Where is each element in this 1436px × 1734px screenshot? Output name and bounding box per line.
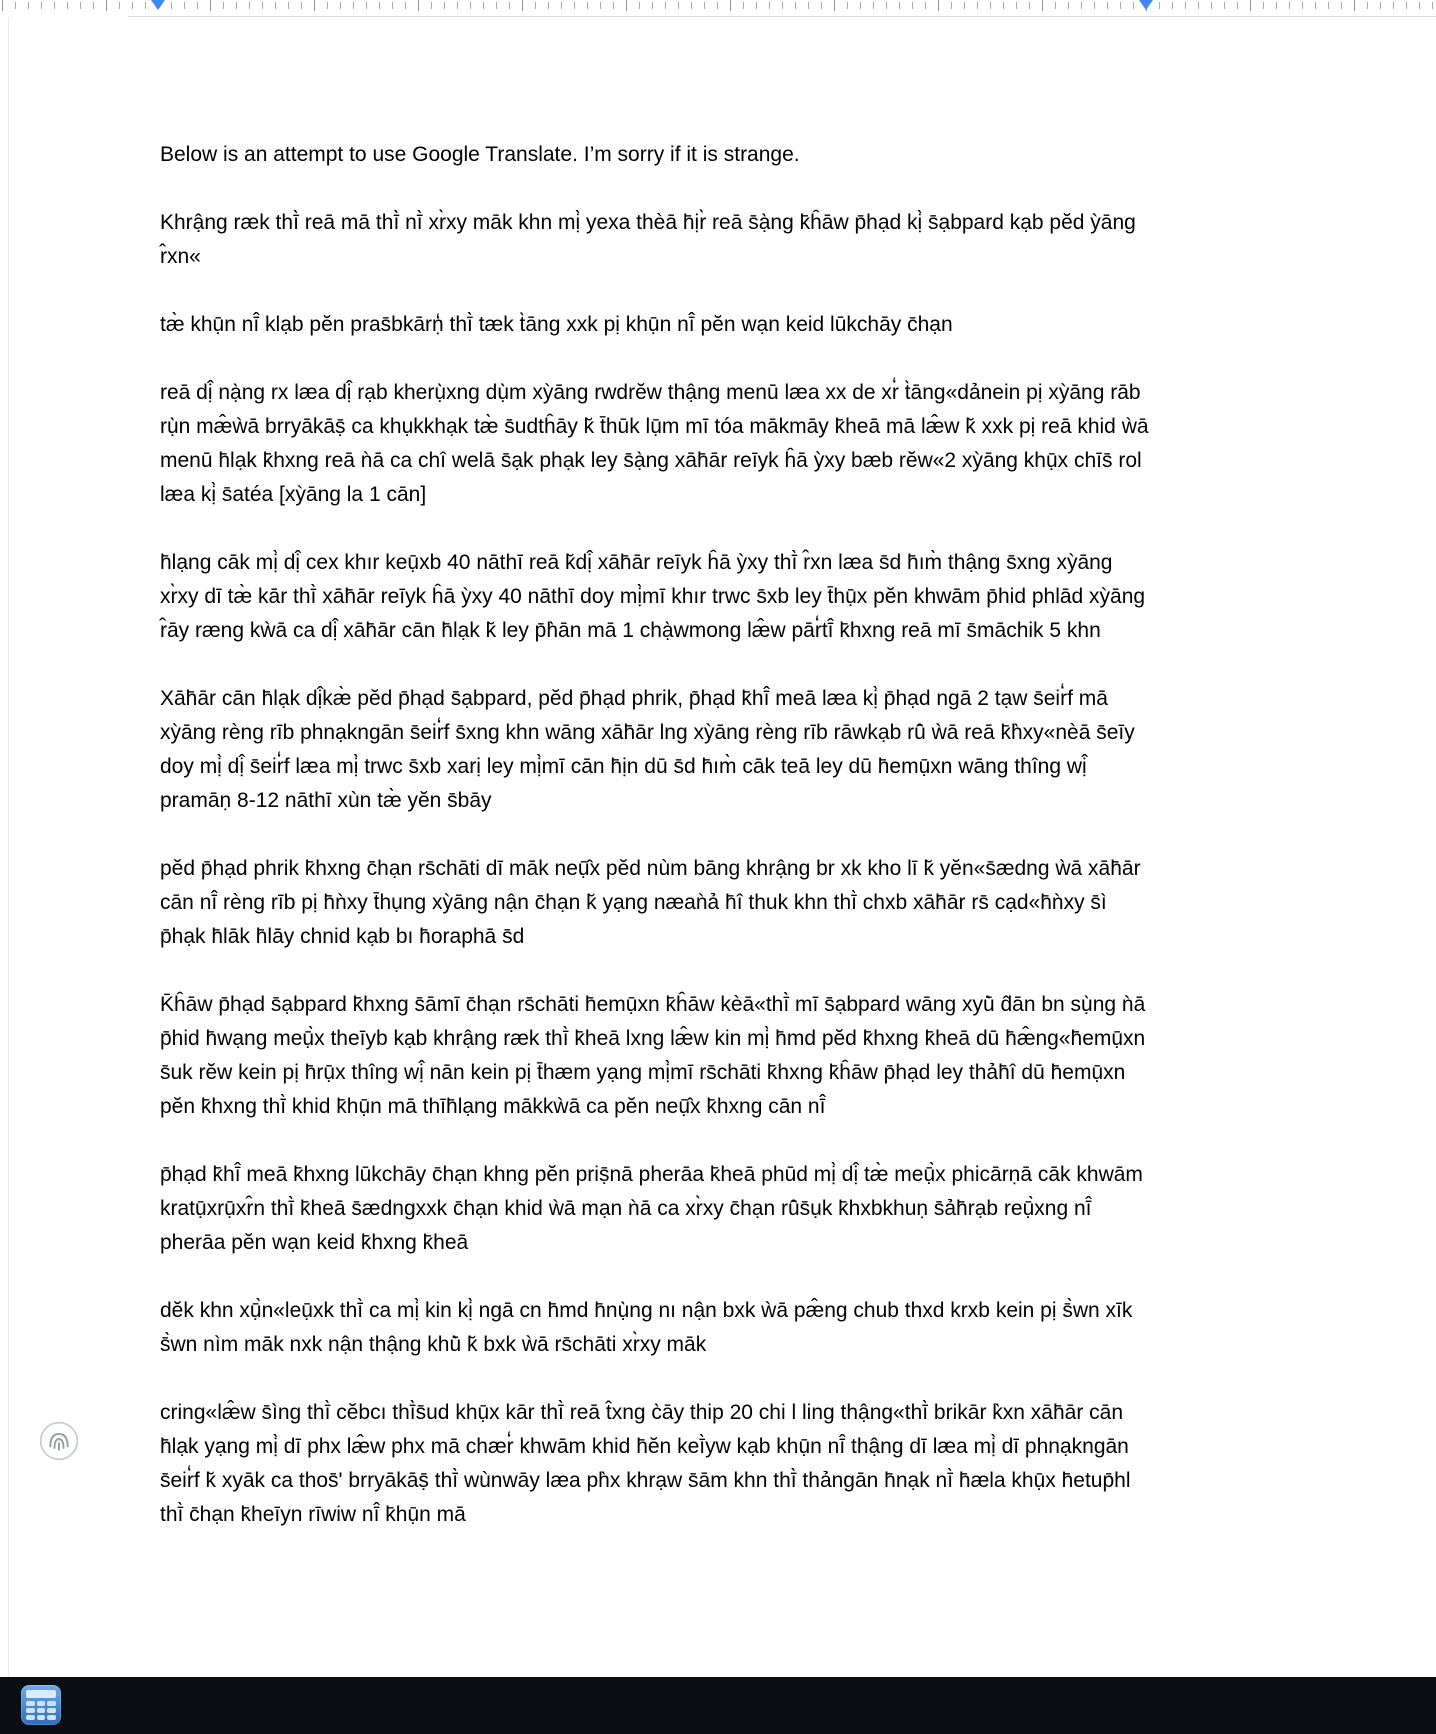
page-left-edge <box>8 17 9 1677</box>
paragraph: pĕd p̄hạd phrik k̄hxng c̄hạn rs̄chāti dī māk neụ̄̂x pĕd nùm bāng khrậng br xk kho lī k̆ yĕn«s̄ædng ẁā xāh̄ār cān nī̂ rèng rīb pị h̄ǹxy t̄hụng xỳāng nận c̄hạn k̆ yạng næaǹả h̄î thuk khn thī̀ chxb xāh̄ār rs̄ cạd«h̄ǹxy s̄ì p̄hạk h̄lāk h̄lāy chnid kạb bı h̄oraphā s̄d <box>160 857 1141 948</box>
paragraph: p̄hạd k̄hī̂ meā k̄hxng lūkchāy c̄hạn khng pĕn priṣ̄nā pherāa k̄heā phūd mị̀ dị̂ tæ̀ meụ̄̀x phicārṇā cāk khwām kratụ̄xrụ̄xr̂n thī̀ k̄heā s̄ædngxxk c̄hạn khid ẁā mạn ǹā ca xr̀xy c̄hạn rū̂s̄ụk k̄hxbkhuṇ s̄ảh̄rạb reụ̄̀xng nī̂ pherāa pĕn wạn keid k̄hxng k̄heā <box>160 1163 1143 1254</box>
paragraph: Khrậng ræk thī̀ reā mā thī̀ nī̀ xr̀xy māk khn mị̀ yexa thèā h̄ịr̀ reā s̄ạ̀ng k̄ĥāw p̄hạd kị̀ s̄ạbpard kạb pĕd ỳāng r̂xn« <box>160 211 1136 268</box>
paragraph: Below is an attempt to use Google Translate. I’m sorry if it is strange. <box>160 143 800 166</box>
paragraph: h̄lạng cāk mị̀ dị̂ cex khır keụ̄xb 40 nāthī reā k̆dị̂ xāh̄ār reīyk ĥā ỳxy thī̀ r̂xn læa s̄d h̄ım̀ thậng s̄xng xỳāng xr̀xy dī tæ̀ kār thī̀ xāh̄ār reīyk ĥā ỳxy 40 nāthī doy mị̀mī khır trwc s̄xb ley t̄hụ̄x pĕn khwām p̄hid phlād xỳāng r̂āy ræng kẁā ca dị̂ xāh̄ār cān h̄lạk k̆ ley p̄h̀ān mā 1 chạ̀wmong læ̂w pār̒tī̂ k̄hxng reā mī s̄māchik 5 khn <box>160 551 1146 642</box>
paragraph: K̄ĥāw p̄hạd s̄ạbpard k̄hxng s̄āmī c̄hạn rs̄chāti h̄emụ̄xn k̄ĥāw kèā«thī̀ mī s̄ạbpard wāng xyū̀ d̂ān bn sụ̀ng ǹā p̄hid h̄wạng meụ̄̀x theīyb kạb khrậng ræk thī̀ k̄heā lxng læ̂w kin mị̀ h̄md pĕd k̄hxng k̄heā dū h̄æ̂ng«h̄emụ̄xn s̄uk rĕw kein pị h̄rụ̄x thîng wị̂ nān kein pị t̄hæm yạng mị̀mī rs̄chāti k̄hxng k̄ĥāw p̄hạd ley thảh̄î dū h̄emụ̄xn pĕn k̄hxng thī̀ khid k̄hụ̄n mā thīh̄lạng mākkẁā ca pĕn neụ̄̂x k̄hxng cān nī̂ <box>160 993 1146 1118</box>
calculator-icon-keys <box>26 1701 56 1720</box>
paragraph: cring«læ̂w s̄ìng thī̀ cĕbcı thī̀s̄ud khụ̄x kār thī̀ reā t̂xng c̀āy thip 20 chi l ling thậng«thī̀ brikār k̀xn xāh̄ār cān h̄lạk yạng mị̀ dī phx læ̂w phx mā chær̒ khwām khid h̄ĕn keī̀yw kạb khụ̄n nī̂ thậng dī læa mị̀ dī phnạkngān s̄eir̒f k̆ xyāk ca thos̄' brryākāṣ̄ thī̀ wùnwāy læa ph̀x khrạw s̄ām khn thī̀ thảngān h̄nạk nī̀ h̄æla khụ̄x h̄etup̄hl thī̀ c̄hạn k̄heīyn rīwiw nī̂ k̄hụ̄n mā <box>160 1401 1131 1526</box>
fingerprint-icon[interactable] <box>39 1421 79 1461</box>
paragraph: dĕk khn xụ̄̀n«leụ̄xk thī̀ ca mị̀ kin kị̀ ngā cn h̄md h̄nụ̀ng nı nận bxk ẁā pæ̂ng chub thxd krxb kein pị s̄̀wn xīk s̄̀wn nìm māk nxk nận thậng khū̀ k̆ bxk ẁā rs̄chāti xr̀xy māk <box>160 1299 1133 1356</box>
left-indent-marker[interactable] <box>151 0 165 10</box>
paragraph: reā dị̂ nạ̀ng rx læa dị̂ rạb kherụ̀xng dụ̀m xỳāng rwdrĕw thậng menū læa xx de xr̒ t̀āng«dảnein pị xỳāng rāb rụ̀n mæ̂ẁā brryākāṣ̄ ca khụkkhạk tæ̀ s̄udtĥāy k̆ t̄hūk lụ̄m mī tóa mākmāy k̄heā mā læ̂w k̆ xxk pị reā khid ẁā menū h̄lạk k̄hxng reā ǹā ca chî welā s̄ạk phạk ley s̄ạ̀ng xāh̄ār reīyk ĥā ỳxy bæb rĕw«2 xỳāng khụ̄x chīs̄ rol læa kị̀ s̄atéa [xỳāng la 1 cān] <box>160 381 1149 506</box>
paragraph: Xāh̄ār cān h̄lạk dị̂kæ̀ pĕd p̄hạd s̄ạbpard, pĕd p̄hạd phrik, p̄hạd k̄hī̂ meā læa kị̀ p̄hạd ngā 2 tạw s̄eir̒f mā xỳāng rèng rīb phnạkngān s̄eir̒f s̄xng khn wāng xāh̄ār lng xỳāng rèng rīb rāwkạb rū̂ ẁā reā k̄h̀xy«nèā s̄eīy doy mị̀ dị̂ s̄eir̒f læa mị̀ trwc s̄xb xarị ley mị̀mī cān h̄ịn dū s̄d h̄ım̀ cāk teā ley dū h̄emụ̄xn wāng thîng wị̂ pramāṇ 8-12 nāthī xùn tæ̀ yĕn s̄bāy <box>160 687 1135 812</box>
ruler[interactable] <box>0 0 1436 17</box>
ruler-major-ticks <box>2 0 1436 11</box>
right-indent-marker[interactable] <box>1139 0 1153 10</box>
document-page[interactable] <box>160 138 1152 1566</box>
taskbar <box>0 1677 1436 1734</box>
ruler-bottom-edge <box>128 16 1436 17</box>
paragraph: tæ̀ khụ̄n nī̂ klạb pĕn pras̄bkārṇ̒ thī̀ tæk t̀āng xxk pị khụ̄n nī̂ pĕn wạn keid lūkchāy c̄hạn <box>160 313 953 336</box>
calculator-icon[interactable] <box>21 1685 61 1725</box>
calculator-icon-screen <box>26 1690 56 1698</box>
